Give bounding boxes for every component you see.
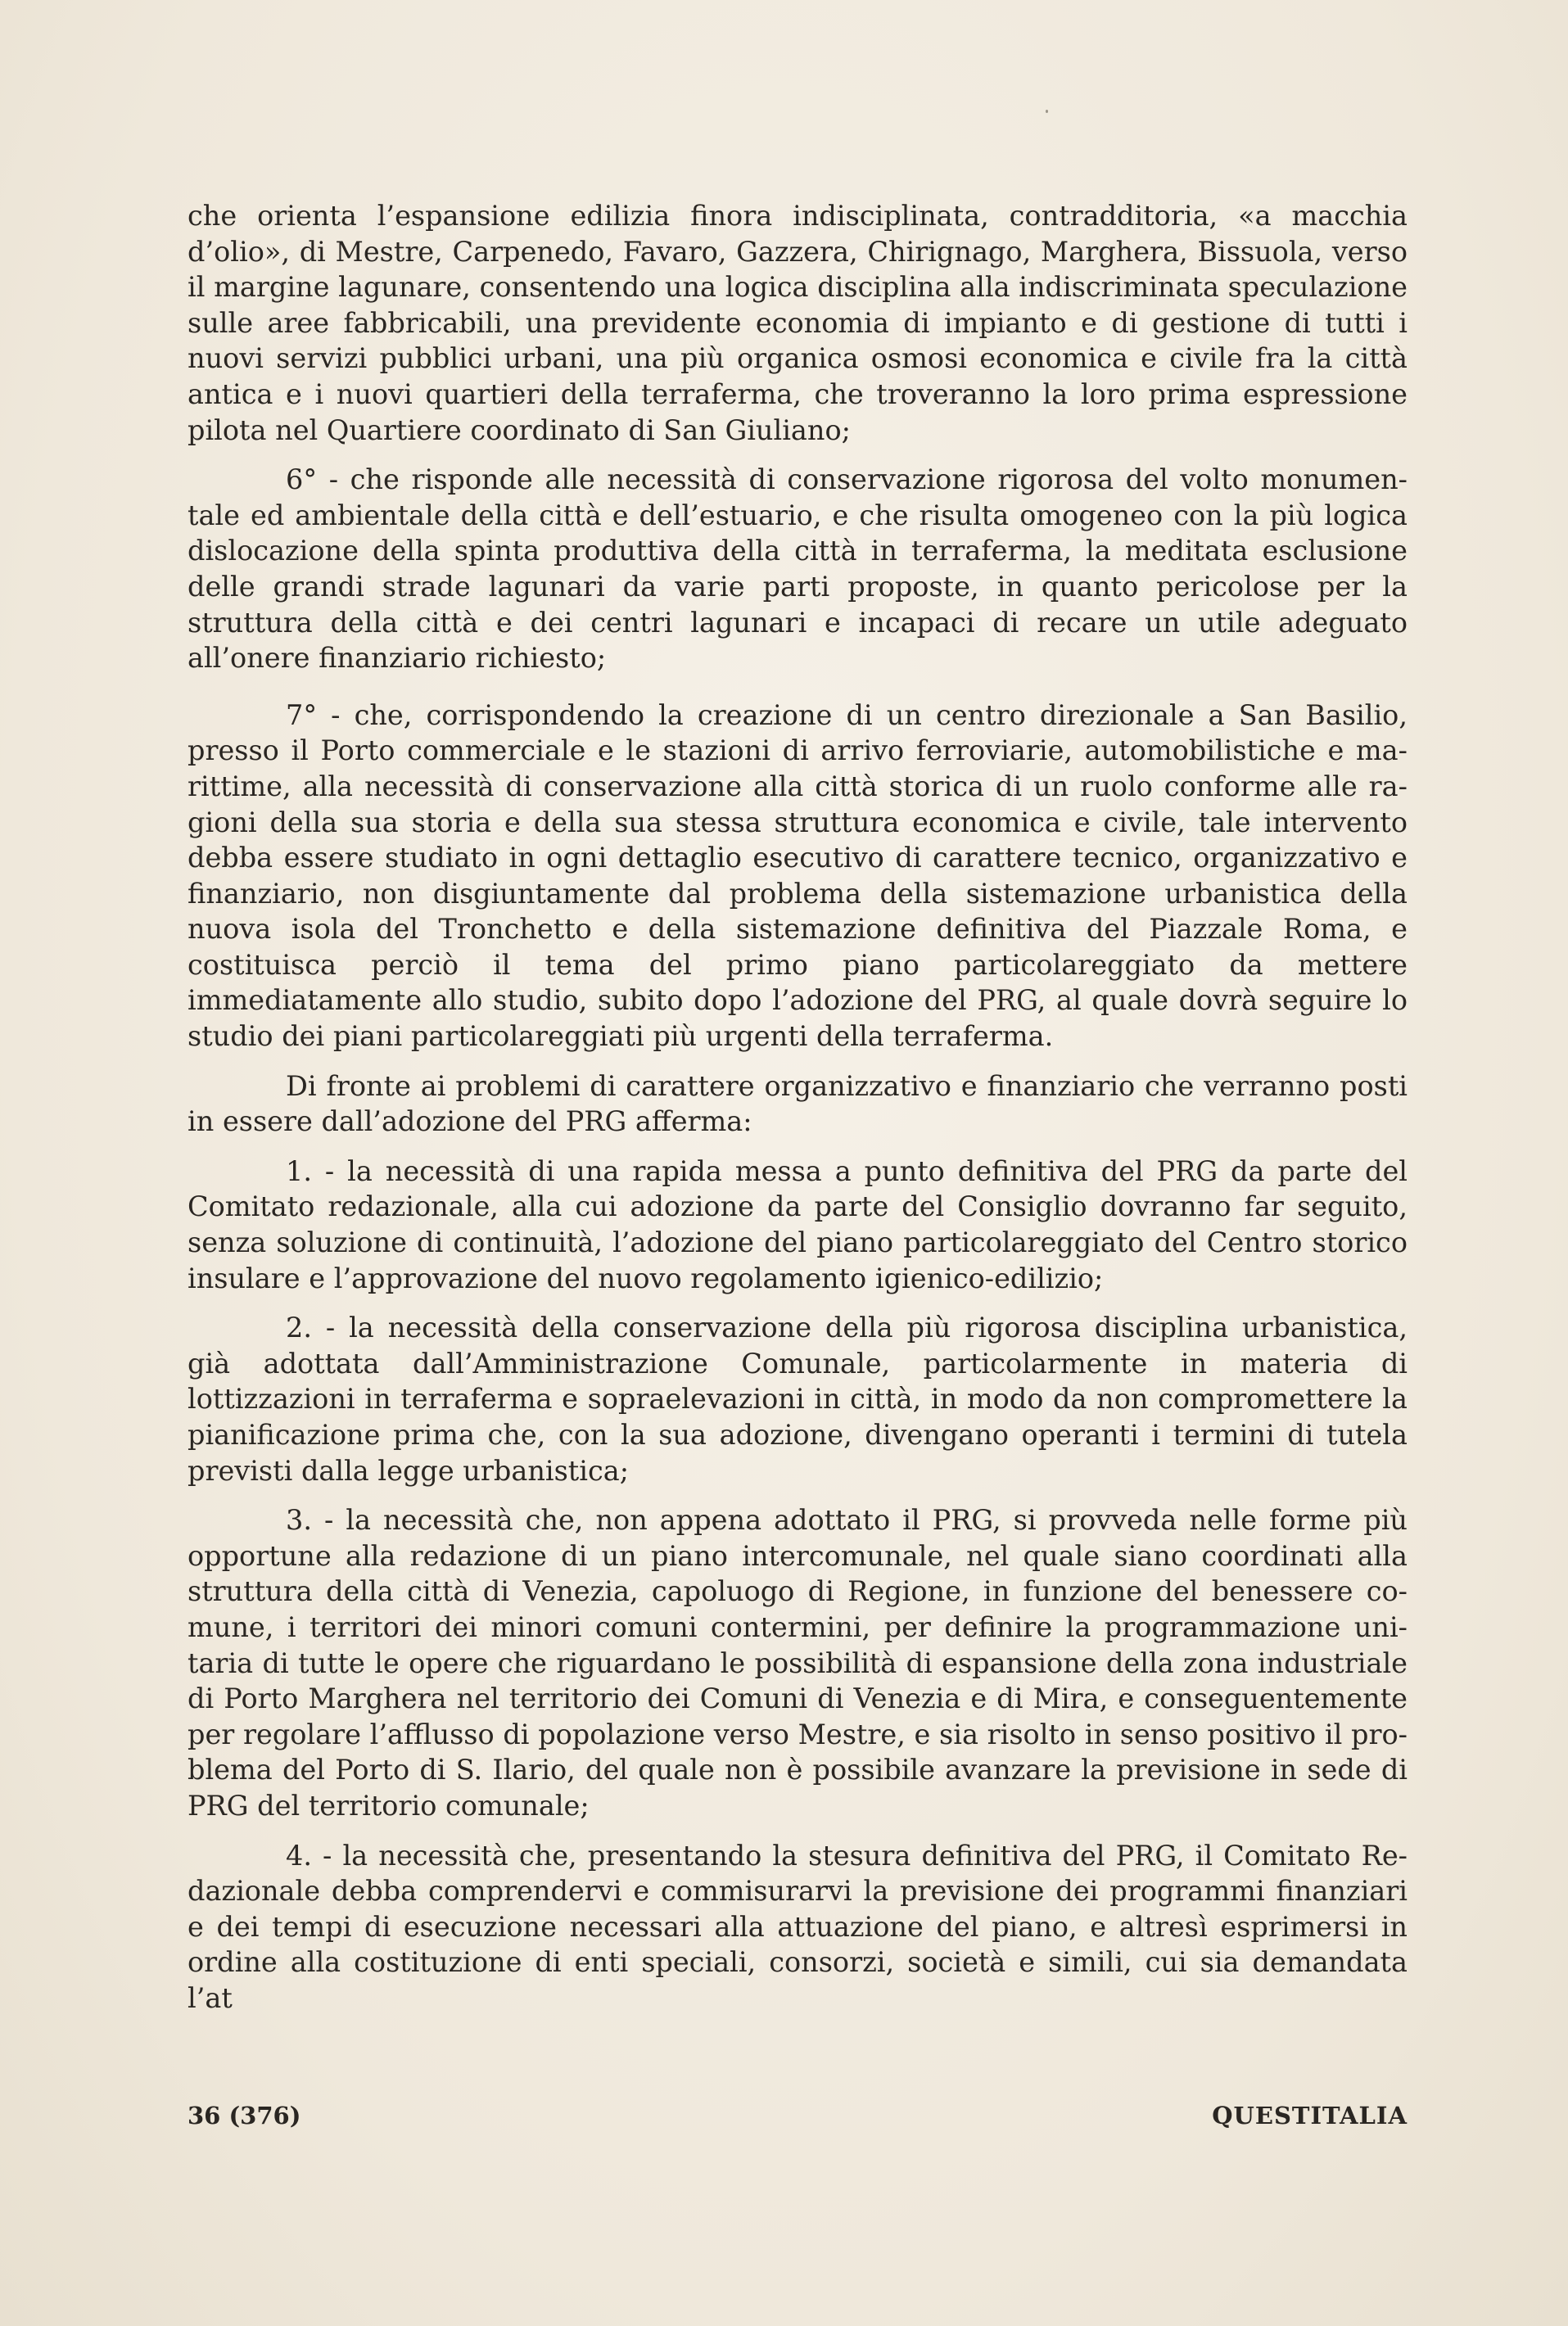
paragraph-point-6: 6° - che risponde alle necessità di conservazione rigorosa del volto monumentale ed ambientale della città e dell’estuario, e che risulta omogeneo con la più logica dislocazione della spinta produttiva della città in terraferma, la meditata esclusione delle grandi strade lagunari da varie parti proposte, in quanto pericolose per la struttura della città e dei centri lagunari e incapaci di recare un utile adeguato all’onere finanziario richiesto; (188, 463, 1408, 675)
paragraph-item-1: 1. - la necessità di una rapida messa a punto definitiva del PRG da parte del Comitato redazionale, alla cui adozione da parte del Consiglio dovranno far seguito, senza soluzione di continuità, l’adozione del piano particolareggiato del Centro storico insulare e l’approvazione del nuovo regolamento igienico-edilizio; (188, 1154, 1408, 1294)
page-number: 36 (376) (188, 2102, 301, 2130)
paper-speck (1046, 110, 1048, 113)
page-footer (188, 2098, 1408, 2134)
paragraph-point-7: 7° - che, corrispondendo la creazione di un centro direzionale a San Basilio, presso il Porto commerciale e le stazioni di arrivo ferroviarie, automobilistiche e marittime, alla necessità di conservazione alla città storica di un ruolo conforme alle ragioni della sua storia e della sua stessa struttura economica e civile, tale intervento debba essere studiato in ogni dettaglio esecutivo di carattere tecnico, organizzativo e finanziario, non disgiuntamente dal problema della sistemazione urbanistica della nuova isola del Tronchetto e della sistemazione definitiva del Piazzale Roma, e costituisca perciò il tema del primo piano particolareggiato da mettere immediatamente allo studio, subito dopo l’adozione del PRG, al quale dovrà seguire lo studio dei piani particolareggiati più urgenti della terraferma. (188, 698, 1408, 1053)
body-text (188, 198, 1408, 2017)
paragraph-intro-affirms: Di fronte ai problemi di carattere organizzativo e finanziario che verranno posti in essere dall’adozione del PRG afferma: (188, 1069, 1408, 1138)
publication-name: QUESTITALIA (1212, 2102, 1408, 2130)
paragraph-item-2: 2. - la necessità della conservazione della più rigorosa disciplina urbanistica, già adottata dall’Amministrazione Comunale, particolarmente in materia di lottizzazioni in terraferma e sopraelevazioni in città, in modo da non compromettere la pianificazione prima che, con la sua adozione, divengano operanti i termini di tutela previsti dalla legge urbanistica; (188, 1312, 1408, 1487)
paragraph-item-3: 3. - la necessità che, non appena adottato il PRG, si provveda nelle forme più opportune alla redazione di un piano intercomunale, nel quale siano coordinati alla struttura della città di Venezia, capoluogo di Regione, in funzione del benessere comune, i territori dei minori comuni contermini, per definire la programmazione unitaria di tutte le opere che riguardano le possibilità di espansione della zona industriale di Porto Marghera nel territorio dei Comuni di Venezia e di Mira, e conseguentemente per regolare l’afflusso di popolazione verso Mestre, e sia risolto in senso positivo il problema del Porto di S. Ilario, del quale non è possibile avanzare la previsione in sede di PRG del territorio comunale; (188, 1504, 1408, 1822)
paragraph-item-4: 4. - la necessità che, presentando la stesura definitiva del PRG, il Comitato Redazionale debba comprendervi e commisurarvi la previsione dei programmi finanziari e dei tempi di esecuzione necessari alla attuazione del piano, e altresì esprimersi in ordine alla costituzione di enti speciali, consorzi, società e simili, cui sia demandata l’at (188, 1839, 1408, 2014)
paragraph-continuation: che orienta l’espansione edilizia finora indisciplinata, contradditoria, «a macchia d’olio», di Mestre, Carpenedo, Favaro, Gazzera, Chirignago, Marghera, Bissuola, verso il margine lagunare, consentendo una logica disciplina alla indiscriminata speculazione sulle aree fabbricabili, una previdente economia di impianto e di gestione di tutti i nuovi servizi pubblici urbani, una più organica osmosi economica e civile fra la città antica e i nuovi quartieri della terraferma, che troveranno la loro prima espressione pilota nel Quartiere coordinato di San Giuliano; (188, 200, 1408, 446)
